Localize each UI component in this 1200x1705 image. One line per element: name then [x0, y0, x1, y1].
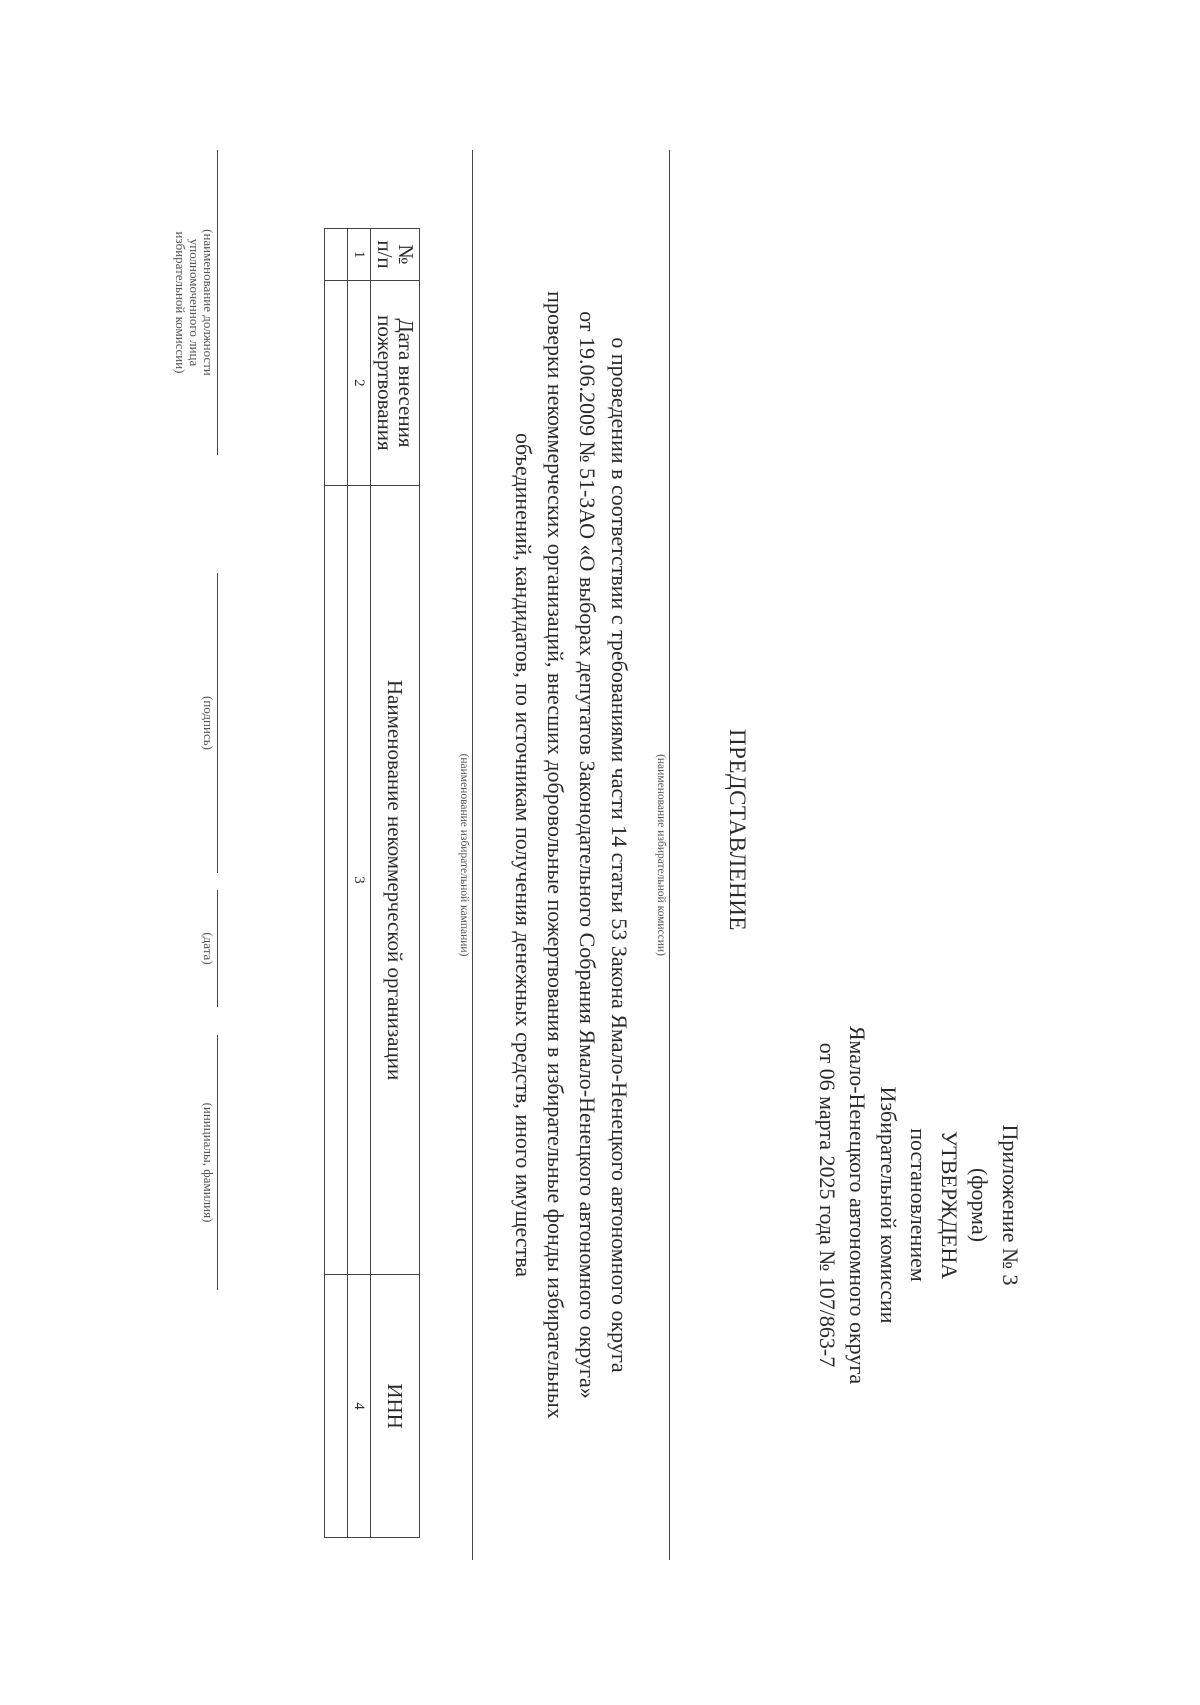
donations-table [324, 228, 420, 1538]
table-row [325, 229, 348, 1538]
document-body [507, 145, 635, 1565]
table-header-row [371, 229, 420, 1538]
body-line: о проведении в соответствии с требованиями части 14 статьи 53 Закона Ямало-Ненецкого автономного округа [607, 337, 632, 1373]
date-line [217, 890, 218, 1007]
commission-caption: (наименование избирательной комиссии) [655, 754, 667, 956]
appendix-number: Приложение № 3 [998, 1124, 1023, 1286]
approved-label: УТВЕРЖДЕНА [937, 1130, 962, 1280]
form-note: (форма) [967, 1167, 993, 1243]
approval-block [812, 1025, 1026, 1385]
body-line: объединений, кандидатов, по источникам получения денежных средств, иного имущества [511, 432, 536, 1278]
position-line [217, 150, 218, 455]
campaign-caption: (наименование избирательной кампании) [458, 753, 470, 957]
header-organization-name: Наименование некоммерческой организации [371, 485, 420, 1274]
table-column-numbers-row [348, 229, 371, 1538]
commission-name-line [669, 150, 670, 1560]
table-cell [325, 229, 348, 281]
body-line: от 19.06.2009 № 51-ЗАО «О выборах депутатов Законодательного Собрания Ямало-Ненецкого автономного округа» [575, 311, 600, 1399]
header-donation-date: Дата внесения пожертвования [371, 280, 420, 485]
table-cell [325, 1275, 348, 1538]
header-row-number: № п/п [371, 229, 420, 281]
document-title: ПРЕДСТАВЛЕНИЕ [725, 729, 750, 931]
signature-caption: (подпись) [201, 696, 216, 750]
column-number: 4 [348, 1275, 371, 1538]
table-cell [325, 485, 348, 1274]
column-number: 2 [348, 280, 371, 485]
signature-line [217, 573, 218, 873]
name-line [217, 1035, 218, 1290]
approval-line: постановлением [906, 1128, 932, 1282]
approval-line: Избирательной комиссии [876, 1086, 901, 1324]
position-caption: (наименование должности уполномоченного лица избирательной комиссии) [173, 229, 216, 376]
date-caption: (дата) [201, 932, 216, 965]
column-number: 3 [348, 485, 371, 1274]
table-cell [325, 280, 348, 485]
approval-line: Ямало-Ненецкого автономного округа [845, 1025, 871, 1385]
column-number: 1 [348, 229, 371, 281]
header-inn: ИНН [371, 1275, 420, 1538]
name-caption: (инициалы, фамилия) [201, 1102, 216, 1223]
body-line: проверки некоммерческих организаций, внесших добровольные пожертвования в избирательные фонды избирательных [543, 291, 568, 1419]
campaign-name-line [472, 150, 473, 1560]
approval-date-number: от 06 марта 2025 года № 107/863-7 [815, 1042, 840, 1368]
